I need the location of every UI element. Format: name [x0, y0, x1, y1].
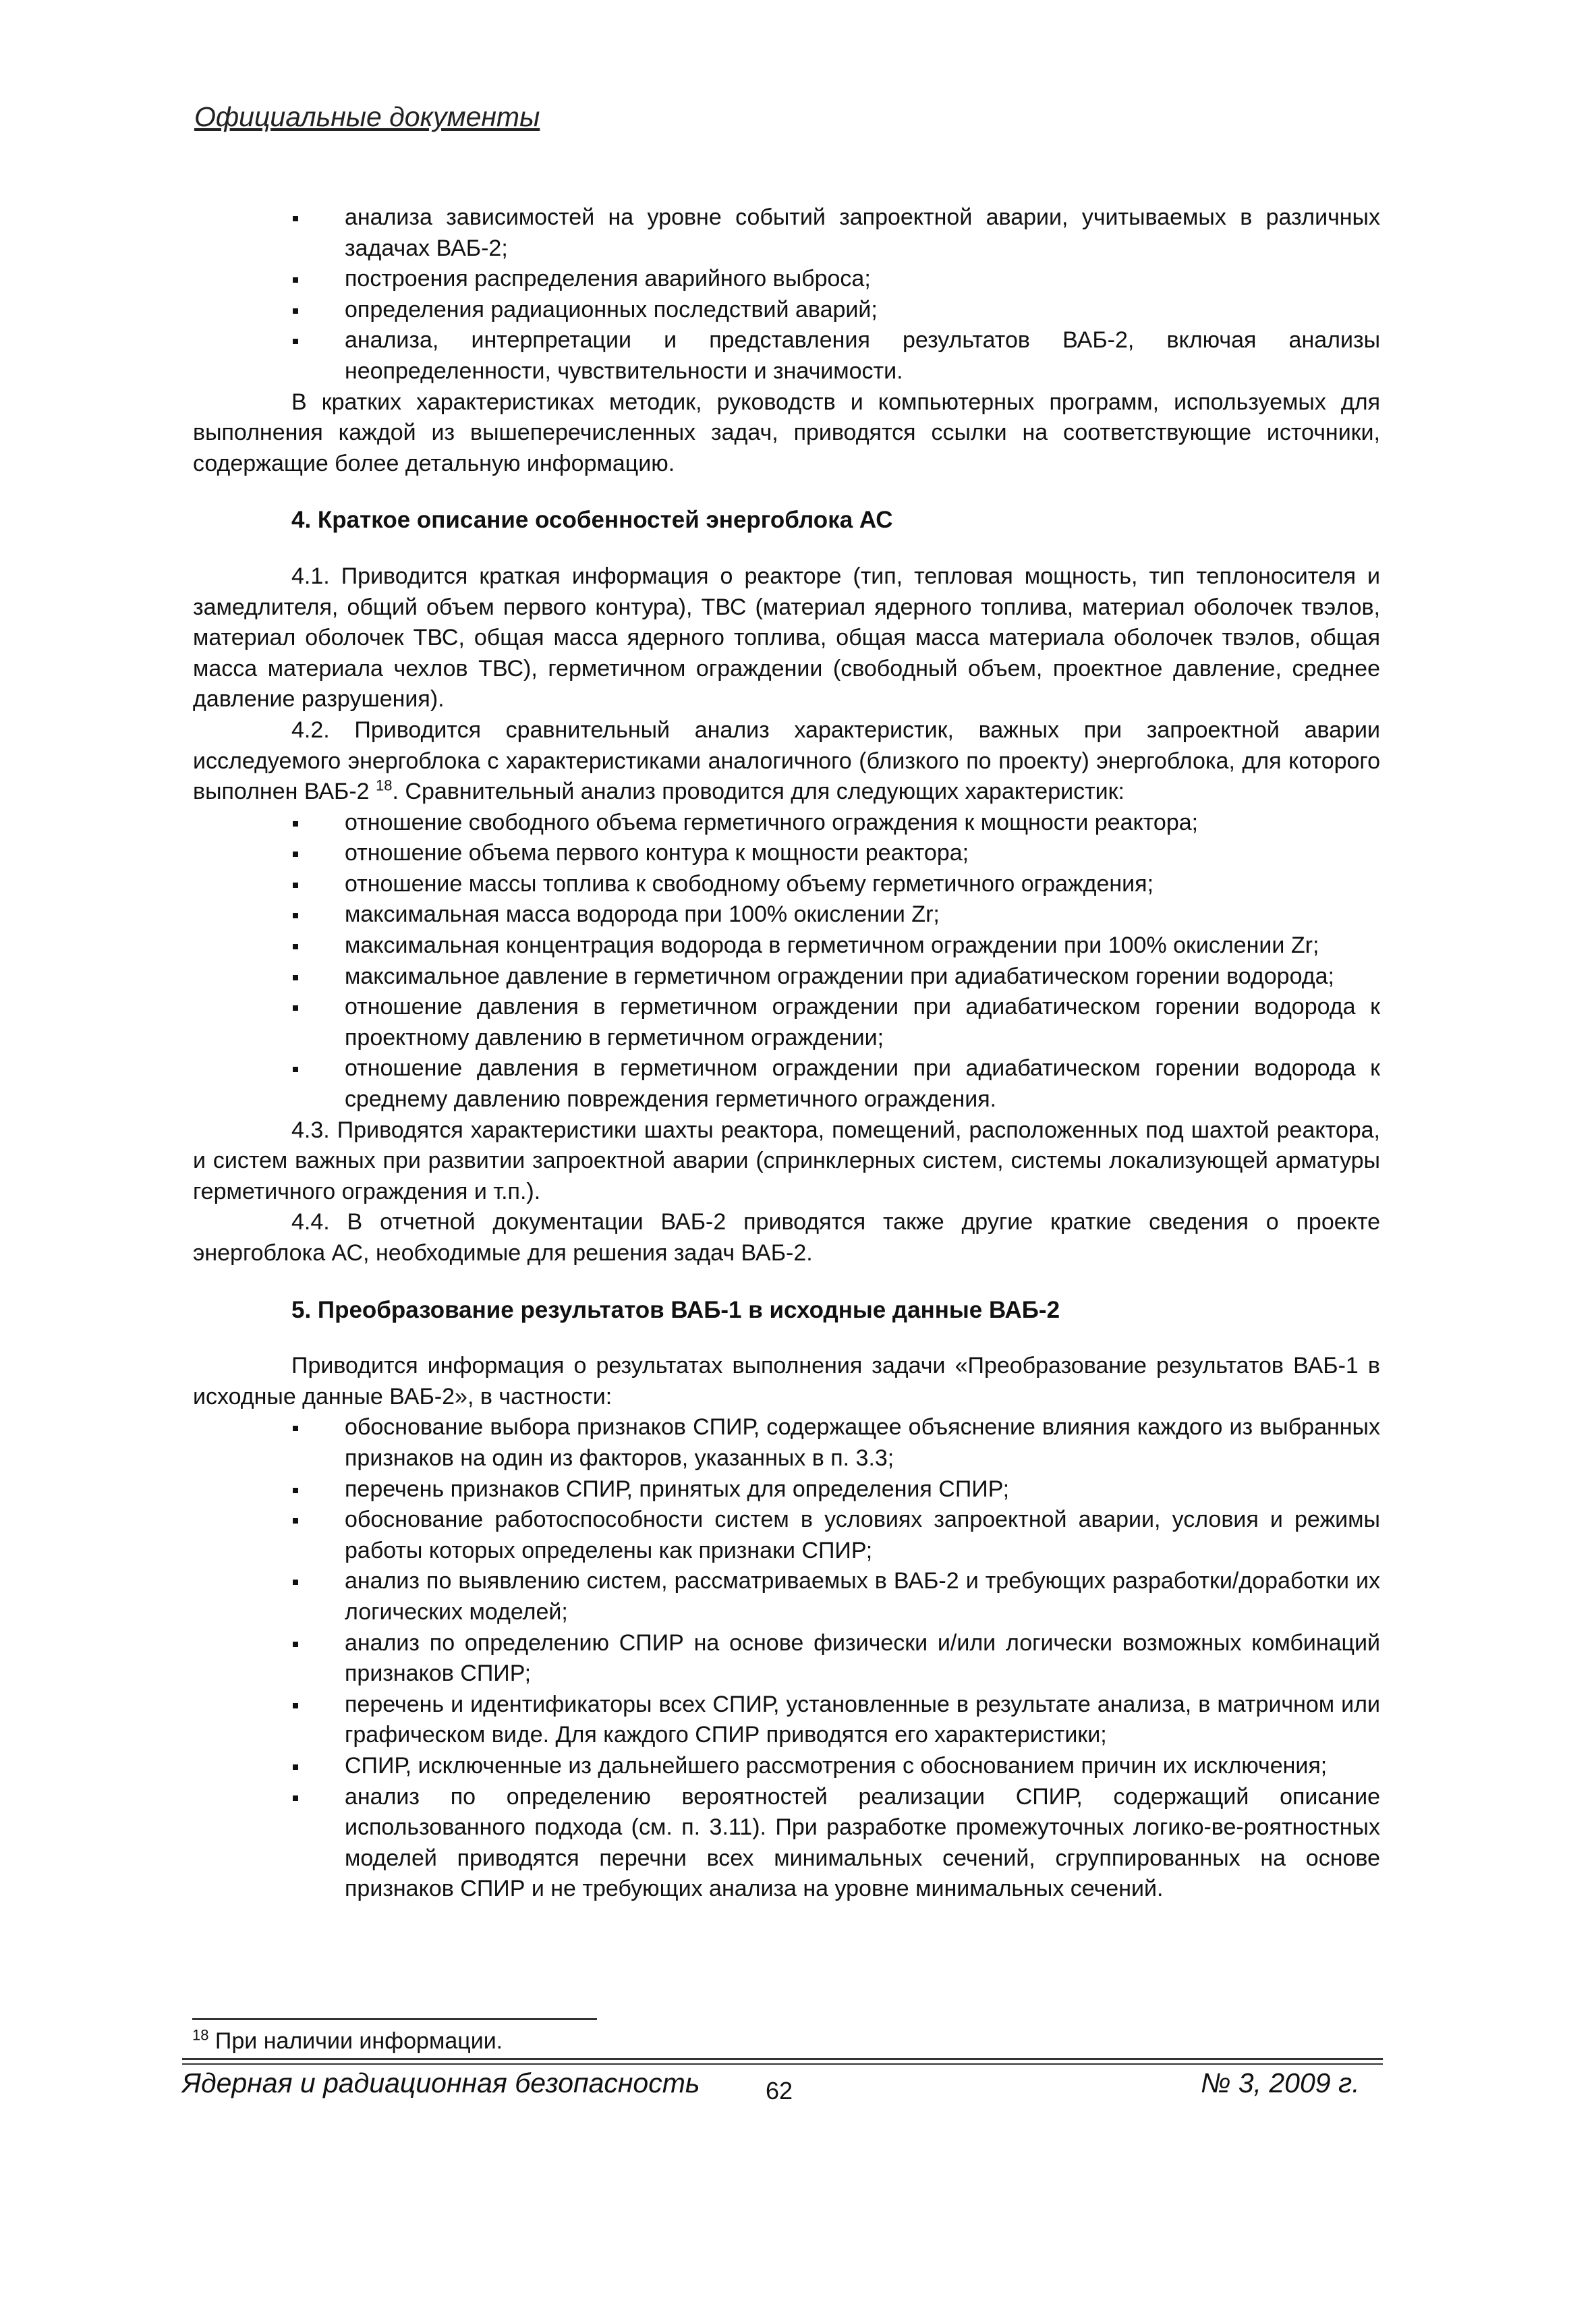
footer-issue: № 3, 2009 г.: [1201, 2067, 1360, 2098]
paragraph-text: . Сравнительный анализ проводится для следующих характеристик:: [392, 779, 1124, 805]
footer-rule: [182, 2058, 1383, 2060]
footer-rule: [182, 2063, 1383, 2065]
section-5-paragraph: Приводится информация о результатах выполнения задачи «Преобразование результатов ВАБ-1 в исходные данные ВАБ-2», в частности:: [193, 1353, 1380, 1410]
list-item: определения радиационных последствий аварий;: [193, 295, 1380, 326]
document-body: [193, 202, 1380, 1905]
section-4-2-paragraph: [193, 715, 1380, 808]
list-item: перечень признаков СПИР, принятых для определения СПИР;: [193, 1474, 1380, 1505]
page-number: 62: [766, 2077, 793, 2105]
list-item: построения распределения аварийного выброса;: [193, 264, 1380, 295]
characteristics-bullet-list: [193, 808, 1380, 1115]
section-5-heading: 5. Преобразование результатов ВАБ-1 в исходные данные ВАБ-2: [291, 1296, 1060, 1323]
list-item: анализа, интерпретации и представления результатов ВАБ-2, включая анализы неопределенности, чувствительности и значимости.: [193, 325, 1380, 387]
footer-journal-title: Ядерная и радиационная безопасность: [182, 2067, 700, 2098]
list-item: отношение массы топлива к свободному объему герметичного ограждения;: [193, 869, 1380, 900]
list-item: анализа зависимостей на уровне событий запроектной аварии, учитываемых в различных задачах ВАБ-2;: [193, 202, 1380, 264]
list-item: анализ по определению СПИР на основе физически и/или логически возможных комбинаций признаков СПИР;: [193, 1628, 1380, 1690]
footnote-divider: [192, 2018, 597, 2020]
paragraph-text: 4.2. Приводится сравнительный анализ характеристик, важных при запроектной аварии исследуемого энергоблока с характеристиками аналогичного (близкого по проекту) энергоблока, для которого выполнен ВАБ-2: [193, 717, 1380, 805]
list-item: максимальная концентрация водорода в герметичном ограждении при 100% окислении Zr;: [193, 930, 1380, 962]
list-item: максимальная масса водорода при 100% окислении Zr;: [193, 899, 1380, 930]
list-item: СПИР, исключенные из дальнейшего рассмотрения с обоснованием причин их исключения;: [193, 1751, 1380, 1782]
list-item: анализ по определению вероятностей реализации СПИР, содержащий описание использованного подхода (см. п. 3.11). При разработке промежуточных логико-ве-роятностных моделей приводятся перечни всех минимальных сечений, сгруппированных на основе признаков СПИР и не требующих анализа на уровне минимальных сечений.: [193, 1782, 1380, 1905]
list-item: отношение свободного объема герметичного ограждения к мощности реактора;: [193, 808, 1380, 839]
list-item: отношение давления в герметичном ограждении при адиабатическом горении водорода к проектному давлению в герметичном ограждении;: [193, 992, 1380, 1053]
footnote: [192, 2028, 503, 2055]
section-4-3-paragraph: 4.3. Приводятся характеристики шахты реактора, помещений, расположенных под шахтой реактора, и систем важных при развитии запроектной аварии (спринклерных систем, системы локализующей арматуры герметичного ограждения и т.п.).: [193, 1117, 1380, 1204]
list-item: максимальное давление в герметичном ограждении при адиабатическом горении водорода;: [193, 962, 1380, 993]
list-item: перечень и идентификаторы всех СПИР, установленные в результате анализа, в матричном или графическом виде. Для каждого СПИР приводятся его характеристики;: [193, 1690, 1380, 1751]
intro-bullet-list: [193, 202, 1380, 387]
list-item: отношение объема первого контура к мощности реактора;: [193, 838, 1380, 869]
intro-paragraph: В кратких характеристиках методик, руководств и компьютерных программ, используемых для выполнения каждой из вышеперечисленных задач, приводятся ссылки на соответствующие источники, содержащие более детальную информацию.: [193, 389, 1380, 476]
list-item: отношение давления в герметичном ограждении при адиабатическом горении водорода к среднему давлению повреждения герметичного ограждения.: [193, 1053, 1380, 1115]
footnote-number: 18: [192, 2026, 209, 2044]
footnote-text: При наличии информации.: [208, 2028, 503, 2054]
spir-bullet-list: [193, 1412, 1380, 1905]
section-4-4-paragraph: 4.4. В отчетной документации ВАБ-2 приводятся также другие краткие сведения о проекте энергоблока АС, необходимые для решения задач ВАБ-2.: [193, 1209, 1380, 1266]
running-title: Официальные документы: [194, 101, 540, 132]
list-item: обоснование работоспособности систем в условиях запроектной аварии, условия и режимы работы которых определены как признаки СПИР;: [193, 1505, 1380, 1566]
footnote-ref: 18: [376, 777, 393, 794]
section-4-1-paragraph: 4.1. Приводится краткая информация о реакторе (тип, тепловая мощность, тип теплоносителя и замедлителя, общий объем первого контура), ТВС (материал ядерного топлива, материал оболочек твэлов, материал оболочек ТВС, общая масса ядерного топлива, общая масса материала оболочек твэлов, общая масса материала чехлов ТВС), герметичном ограждении (свободный объем, проектное давление, среднее давление разрушения).: [193, 563, 1380, 713]
section-4-heading: 4. Краткое описание особенностей энергоблока АС: [291, 507, 893, 534]
list-item: обоснование выбора признаков СПИР, содержащее объяснение влияния каждого из выбранных признаков на один из факторов, указанных в п. 3.3;: [193, 1412, 1380, 1474]
list-item: анализ по выявлению систем, рассматриваемых в ВАБ-2 и требующих разработки/доработки их логических моделей;: [193, 1566, 1380, 1627]
